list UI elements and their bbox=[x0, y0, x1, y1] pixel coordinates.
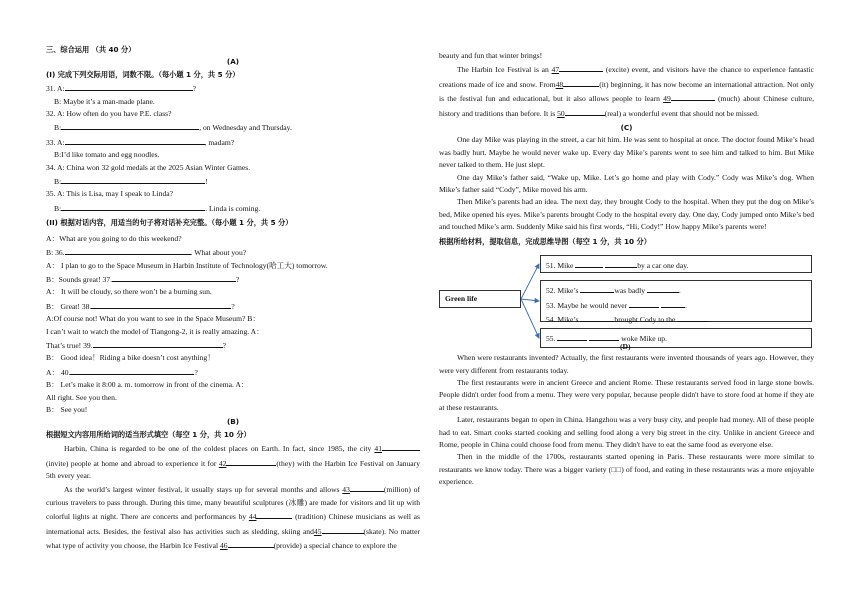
passage-c-paragraph-2: One day Mike’s father said, “Wake up, Mike. Let’s go home and play with Cody.” Cody was Mike’s dog. When Mike’s father said “Cody”, Mike moved his arm. bbox=[439, 172, 814, 195]
answer-blank-51a[interactable] bbox=[575, 258, 603, 268]
dialogue-line-12: B： Let’s make it 8:00 a. m. tomorrow in front of the cinema. A： bbox=[46, 380, 249, 390]
part-b-heading: (B) bbox=[226, 417, 240, 427]
dialogue-line-3: A： I plan to go to the Space Museum in Harbin Institute of Technology(哈工大) tomorrow. bbox=[46, 260, 328, 270]
dialogue-line-4: B：Sounds great! 37. ? bbox=[46, 272, 420, 286]
passage-d-paragraph-2: The first restaurants were in ancient Greece and ancient Rome. These restaurants served food in large stone bowls. People didn't order food from a menu. They were very popular, because people didn't have to store food at home if they ate at these restaurants. bbox=[439, 377, 814, 412]
right-column bbox=[439, 50, 814, 489]
part-d-heading: (D) bbox=[620, 342, 631, 352]
dialogue-line-7: A:Of course not! What do you want to see in the Space Museum? B： bbox=[46, 314, 260, 324]
blank-41[interactable]: 41 bbox=[374, 444, 382, 454]
blank-42[interactable]: 42 bbox=[218, 458, 227, 468]
blank-50-line[interactable] bbox=[565, 106, 605, 116]
question-31a: 31. A: ? bbox=[46, 81, 420, 95]
mind-map-box-55: 55. woke Mike up. bbox=[540, 328, 812, 348]
passage-b-paragraph-3: The Harbin Ice Festival is an 47 (excite) event, and visitors have the chance to experience fantastic creations made of ice and snow. From48 (it) beginning, it has now become an international attraction. Not only is the festival fun and educational, but it also allows people to learn 49 (much) about Chinese culture, history and traditions than before. It is 50 (real) a wonderful event that should not be missed. bbox=[439, 62, 814, 120]
answer-blank-34[interactable] bbox=[61, 174, 205, 184]
answer-blank-37[interactable] bbox=[112, 272, 236, 282]
blank-41-line[interactable] bbox=[382, 441, 420, 451]
answer-blank-36[interactable] bbox=[65, 245, 191, 255]
answer-blank-32[interactable] bbox=[61, 120, 199, 130]
answer-blank-52a[interactable] bbox=[580, 283, 614, 293]
answer-blank-53b[interactable] bbox=[661, 298, 685, 308]
passage-d-paragraph-3: Later, restaurants began to open in China. Hangzhou was a very busy city, and people had money. All of these people had to eat. Smart cooks started cooking and selling food along a very big street in the city. Unlike in ancient Greece and Rome, people in China could choose food from menu. They didn't have to eat the same food as everyone else. bbox=[439, 415, 814, 449]
blank-44-line[interactable] bbox=[256, 509, 292, 519]
dialogue-line-14: B： See you! bbox=[46, 404, 88, 414]
part-c-instructions: 根据所给材料，提取信息，完成思维导图（每空 1 分，共 10 分） bbox=[439, 236, 651, 246]
part-c-heading: (C) bbox=[620, 123, 633, 133]
blank-48[interactable]: 48 bbox=[555, 79, 564, 89]
connector-arrow-2 bbox=[521, 299, 539, 301]
answer-blank-55a[interactable] bbox=[557, 331, 587, 341]
passage-c-paragraph-3: Then Mike’s parents had an idea. The next day, they brought Cody to the hospital. When they put the dog on Mike’s bed, Mike opened his eyes. Mike’s parents brought Cody to the hospital every day. One day, Cody jumped onto Mike’s bed and touched Mike’s arm. Suddenly Mike said his first words, “Hi, Cody!” How happy Mike’s parents were! bbox=[439, 197, 814, 232]
blank-49-line[interactable] bbox=[671, 91, 715, 101]
answer-blank-53a[interactable] bbox=[629, 298, 659, 308]
blank-45-line[interactable] bbox=[322, 524, 364, 534]
passage-b-paragraph-1: Harbin, China is regarded to be one of the coldest places on Earth. In fact, since 1985, the city 41 (invite) people at home and abroad to experience it for 42 (they) with the Harbin Ice Festival on January 5th every year. bbox=[46, 441, 420, 482]
passage-b-paragraph-2: As the world’s largest winter festival, it usually stays up for several months and allows 43 (million) of curious travelers to pass through. During this time, many beautiful sculptures (冰雕) are made for visitors and lit up with colorful lights at night. There are concerts and performances by 44 (tradition) Chinese musicians as well as international acts. Besides, the festival also has activities such as sledding, skiing and45 (skate). No matter what type of activity you choose, the Harbin Ice Festival 46 (provide) a special chance to explore the bbox=[46, 482, 420, 552]
passage-c-paragraph-1: One day Mike was playing in the street, a car hit him. He was sent to hospital at once. The doctor found Mike’s head was badly hurt. Maybe he would never wake up. Every day Mike’s parents went to see him and talked to him. But Mike never talked to them. He just slept. bbox=[439, 135, 814, 170]
dialogue-line-6: B： Great! 38. ? bbox=[46, 299, 420, 313]
passage-b-continuation: beauty and fun that winter brings! bbox=[439, 51, 543, 60]
dialogue-line-9: That’s true! 39. ? bbox=[46, 338, 420, 352]
blank-44[interactable]: 44 bbox=[248, 512, 257, 522]
question-31b: B: Maybe it’s a man-made plane. bbox=[54, 96, 155, 106]
dialogue-line-1: A：What are you going to do this weekend? bbox=[46, 233, 182, 243]
mind-map-box-51: 51. Mike by a car one day. bbox=[540, 255, 812, 273]
answer-blank-40[interactable] bbox=[70, 365, 194, 375]
dialogue-line-10: B： Good idea！Riding a bike doesn’t cost anything！ bbox=[46, 353, 215, 363]
question-33b: B:I’d like tomato and egg noodles. bbox=[54, 150, 160, 160]
answer-blank-38[interactable] bbox=[91, 299, 231, 309]
mind-map-root: Green life bbox=[439, 290, 521, 308]
mind-map bbox=[439, 250, 814, 352]
passage-d-paragraph-4: Then in the middle of the 1700s, restaurants started opening in Paris. These restaurants were more similar to restaurants we know today. There was a bigger variety (□□) of food, and eating in these restaurants was a more enjoyable experience. bbox=[439, 452, 814, 487]
dialogue-line-5: A： It will be cloudy, so there won’t be a burning sun. bbox=[46, 287, 212, 297]
question-34a: 34. A: China won 32 gold medals at the 2025 Asian Winter Games. bbox=[46, 162, 251, 172]
question-34b: B: ! bbox=[46, 174, 420, 188]
question-35b: B: . Linda is coming. bbox=[46, 201, 420, 215]
answer-blank-51b[interactable] bbox=[605, 258, 637, 268]
connector-arrow-1 bbox=[521, 264, 539, 299]
question-32b: B: , on Wednesday and Thursday. bbox=[46, 120, 420, 134]
section-title: 三、综合运用 （共 40 分） bbox=[46, 45, 136, 54]
blank-46-line[interactable] bbox=[228, 538, 274, 548]
passage-d-paragraph-1: When were restaurants invented? Actually, the first restaurants were invented thousands of years ago. However, they were very different from restaurants today. bbox=[439, 353, 814, 375]
dialogue-line-8: I can’t wait to watch the model of Tiangong-2, it is really amazing. A： bbox=[46, 326, 264, 336]
answer-blank-52b[interactable] bbox=[647, 283, 679, 293]
answer-blank-31[interactable] bbox=[65, 81, 193, 91]
question-35a: 35. A: This is Lisa, may I speak to Linda? bbox=[46, 189, 174, 199]
blank-47[interactable]: 47 bbox=[551, 65, 560, 75]
dialogue-line-13: All right. See you then. bbox=[46, 392, 117, 402]
answer-blank-54a[interactable] bbox=[580, 312, 614, 322]
mind-map-box-52-54: 52. Mike’s was badly . 53. Maybe he would never . 54. Mike’s brought Cody to the . bbox=[540, 280, 812, 322]
blank-48-line[interactable] bbox=[563, 77, 599, 87]
connector-arrow-3 bbox=[521, 299, 539, 338]
left-column bbox=[46, 44, 420, 552]
answer-blank-33[interactable] bbox=[65, 135, 205, 145]
answer-blank-39[interactable] bbox=[93, 338, 223, 348]
part-a-heading: (A) bbox=[226, 57, 240, 67]
part-1-instructions: (I) 完成下列交际用语，词数不限。（每小题 1 分，共 5 分） bbox=[46, 69, 240, 79]
blank-45[interactable]: 45 bbox=[313, 526, 322, 536]
blank-42-line[interactable] bbox=[226, 456, 276, 466]
blank-50[interactable]: 50 bbox=[557, 108, 565, 118]
question-33a: 33. A: , madam? bbox=[46, 135, 420, 149]
answer-blank-35[interactable] bbox=[61, 201, 205, 211]
blank-43[interactable]: 43 bbox=[342, 485, 350, 495]
blank-43-line[interactable] bbox=[350, 482, 384, 492]
part-b-instructions: 根据短文内容用所给词的适当形式填空（每空 1 分，共 10 分） bbox=[46, 429, 251, 439]
dialogue-line-2: B: 36. . What about you? bbox=[46, 245, 420, 259]
answer-blank-54b[interactable] bbox=[677, 312, 709, 322]
dialogue-line-11: A： 40. ? bbox=[46, 365, 420, 379]
question-32a: 32. A: How often do you have P.E. class? bbox=[46, 109, 172, 119]
blank-49[interactable]: 49 bbox=[663, 94, 671, 104]
part-2-instructions: (II) 根据对话内容，用适当的句子将对话补充完整。（每小题 1 分，共 5 分） bbox=[46, 218, 293, 228]
blank-47-line[interactable] bbox=[559, 62, 603, 72]
answer-blank-55b[interactable] bbox=[589, 331, 619, 341]
blank-46[interactable]: 46 bbox=[219, 541, 228, 551]
